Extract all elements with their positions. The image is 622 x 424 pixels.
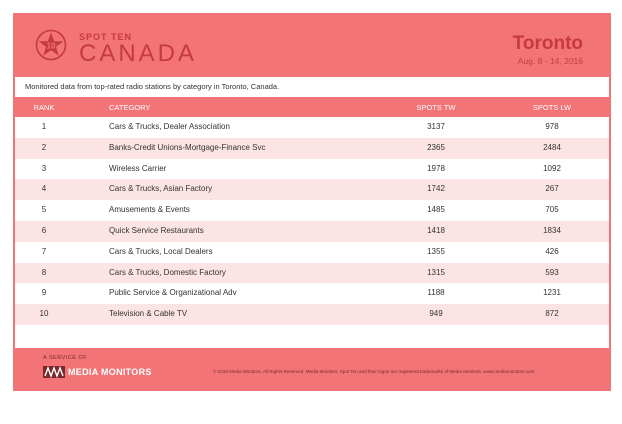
spots-lw-cell: 1231 [543, 288, 561, 298]
category-cell: Cars & Trucks, Local Dealers [109, 246, 213, 256]
media-monitors-logo [43, 365, 152, 379]
spots-tw-cell: 2365 [427, 142, 445, 152]
rank-cell: 4 [41, 184, 47, 194]
table-row [15, 138, 609, 159]
spots-lw-cell: 267 [545, 184, 559, 194]
category-cell: Wireless Carrier [109, 163, 167, 173]
table-row [15, 304, 609, 325]
rank-cell: 7 [41, 246, 47, 256]
spots-tw-cell: 1418 [427, 225, 445, 235]
table-row [15, 263, 609, 284]
table-row [15, 179, 609, 200]
column-header-category: CATEGORY [109, 103, 151, 112]
badge-number: 10 [46, 41, 56, 51]
spots-tw-cell: 1485 [427, 205, 445, 215]
category-cell: Public Service & Organizational Adv [109, 288, 237, 298]
brand-title: CANADA [79, 40, 198, 67]
media-monitors-mark-icon [43, 366, 65, 378]
column-header-spots-tw: SPOTS TW [416, 103, 456, 112]
spots-lw-cell: 593 [545, 267, 559, 277]
category-cell: Cars & Trucks, Dealer Association [109, 122, 230, 131]
category-cell: Amusements & Events [109, 205, 190, 215]
spots-lw-cell: 426 [545, 246, 559, 256]
spots-tw-cell: 1188 [427, 288, 445, 298]
category-cell: Banks-Credit Unions-Mortgage-Finance Svc [109, 142, 266, 152]
city-title: Toronto [512, 33, 583, 54]
table-row [15, 242, 609, 263]
column-header-spots-lw: SPOTS LW [532, 103, 572, 112]
category-cell: Television & Cable TV [109, 309, 188, 319]
date-range: Aug. 8 - 14, 2016 [517, 56, 583, 66]
rank-cell: 2 [41, 142, 47, 152]
table-header [15, 99, 609, 117]
table-spacer [15, 325, 609, 348]
header [13, 13, 611, 77]
report-card [13, 13, 611, 391]
category-cell: Cars & Trucks, Asian Factory [109, 184, 213, 194]
table-row [15, 221, 609, 242]
column-header-rank: RANK [33, 103, 55, 112]
spots-lw-cell: 2484 [543, 142, 561, 152]
service-label: A SERVICE OF [43, 355, 88, 361]
company-name: MEDIA MONITORS [68, 367, 152, 377]
spots-tw-cell: 3137 [427, 122, 445, 131]
table-row [15, 117, 609, 138]
rank-cell: 6 [41, 225, 47, 235]
rank-cell: 3 [41, 163, 47, 173]
spots-lw-cell: 1834 [543, 225, 561, 235]
spots-tw-cell: 1978 [427, 163, 445, 173]
rank-cell: 8 [41, 267, 47, 277]
spots-tw-cell: 949 [429, 309, 443, 319]
spots-lw-cell: 978 [545, 122, 559, 131]
table-body [15, 117, 609, 325]
spots-lw-cell: 705 [545, 205, 559, 215]
rank-cell: 10 [39, 309, 49, 319]
category-cell: Quick Service Restaurants [109, 225, 204, 235]
spots-lw-cell: 872 [545, 309, 559, 319]
spots-tw-cell: 1355 [427, 246, 445, 256]
brand-subtitle: SPOT TEN [79, 32, 133, 42]
spots-tw-cell: 1742 [427, 184, 445, 194]
category-cell: Cars & Trucks, Domestic Factory [109, 267, 226, 277]
rank-cell: 1 [41, 122, 47, 131]
table-row [15, 159, 609, 180]
rank-cell: 9 [41, 288, 47, 298]
spots-lw-cell: 1092 [543, 163, 561, 173]
rank-cell: 5 [41, 205, 47, 215]
table-row [15, 200, 609, 221]
report-description: Monitored data from top-rated radio stations by category in Toronto, Canada. [15, 77, 609, 97]
copyright-notice: © 2016 Media Monitors. All Rights Reserved. Media Monitors, Spot Ten and their logos are registered trademarks of Media Monitors. www.mediamonitors.com [213, 369, 535, 374]
spots-tw-cell: 1315 [427, 267, 445, 277]
table-row [15, 283, 609, 304]
star-badge-icon [35, 29, 67, 61]
